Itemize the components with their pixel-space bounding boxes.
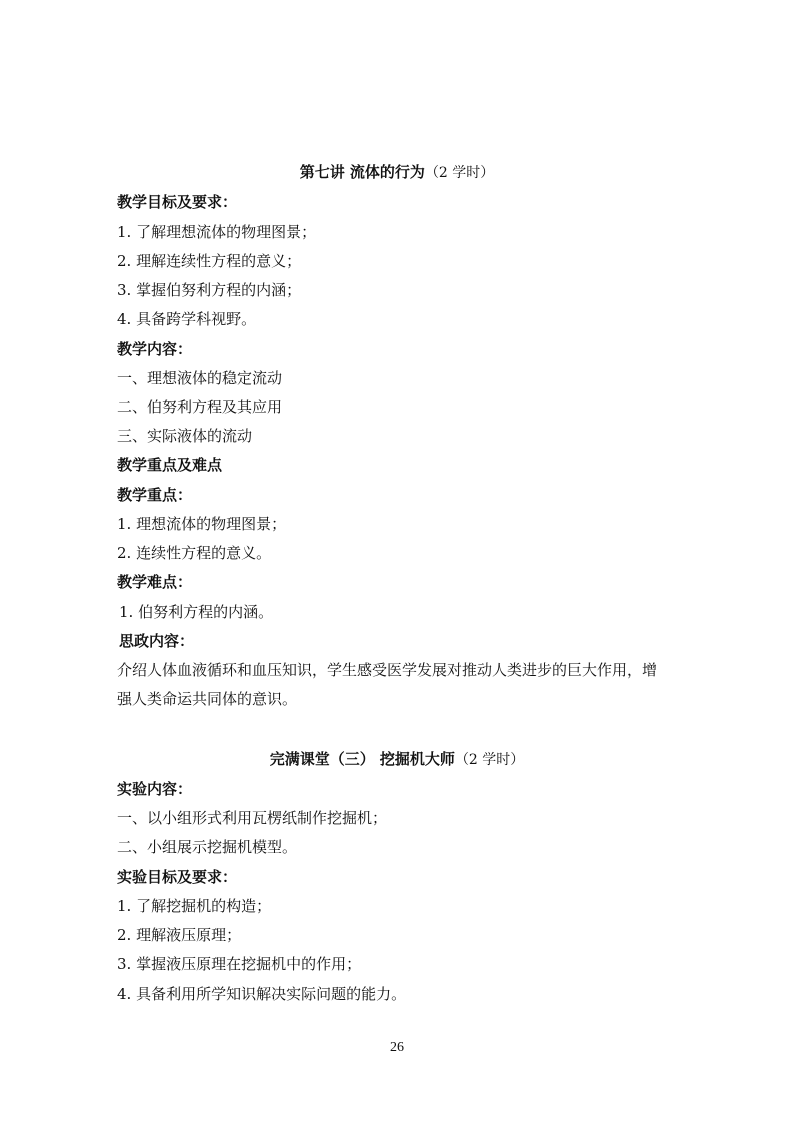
ideology-text-line: 介绍人体血液循环和血压知识，学生感受医学发展对推动人类进步的巨大作用，增 [117, 661, 658, 679]
page-number: 26 [390, 1040, 404, 1055]
difficult-point-item: 1. 伯努利方程的内涵。 [119, 603, 274, 621]
goal-item: 1. 了解理想流体的物理图景； [117, 223, 317, 241]
ideology-heading: 思政内容： [119, 632, 195, 650]
lab-title-hours: （2 学时） [454, 752, 525, 768]
section-title-main: 第七讲 流体的行为 [299, 163, 425, 181]
goal-item: 3. 掌握伯努利方程的内涵； [117, 281, 302, 299]
lab-title-main: 完满课堂（三） 挖掘机大师 [269, 750, 455, 768]
content-item: 二、伯努利方程及其应用 [117, 398, 283, 416]
content-heading: 教学内容： [117, 340, 193, 358]
difficult-points-heading: 教学难点： [117, 573, 193, 591]
goal-item: 4. 具备跨学科视野。 [117, 310, 257, 328]
lab-goal-item: 1. 了解挖掘机的构造； [117, 897, 272, 915]
key-points-heading: 教学重点： [117, 486, 193, 504]
lab-content-item: 一、以小组形式利用瓦楞纸制作挖掘机； [117, 809, 388, 827]
key-point-item: 1. 理想流体的物理图景； [117, 515, 287, 533]
section-title-hours: （2 学时） [424, 165, 495, 181]
ideology-text-line: 强人类命运共同体的意识。 [117, 690, 298, 708]
lab-goal-item: 4. 具备利用所学知识解决实际问题的能力。 [117, 985, 407, 1003]
content-item: 一、理想液体的稳定流动 [117, 369, 283, 387]
lab-goals-heading: 实验目标及要求： [117, 868, 238, 886]
lab-goal-item: 2. 理解液压原理； [117, 926, 242, 944]
lab-goal-item: 3. 掌握液压原理在挖掘机中的作用； [117, 955, 362, 973]
content-item: 三、实际液体的流动 [117, 427, 253, 445]
section-title [0, 160, 794, 184]
lab-content-item: 二、小组展示挖掘机模型。 [117, 838, 298, 856]
goals-heading: 教学目标及要求： [117, 193, 238, 211]
goal-item: 2. 理解连续性方程的意义； [117, 252, 302, 270]
key-point-item: 2. 连续性方程的意义。 [117, 544, 272, 562]
lab-content-heading: 实验内容： [117, 780, 193, 798]
focus-heading: 教学重点及难点 [117, 456, 223, 474]
lab-title [0, 747, 794, 771]
